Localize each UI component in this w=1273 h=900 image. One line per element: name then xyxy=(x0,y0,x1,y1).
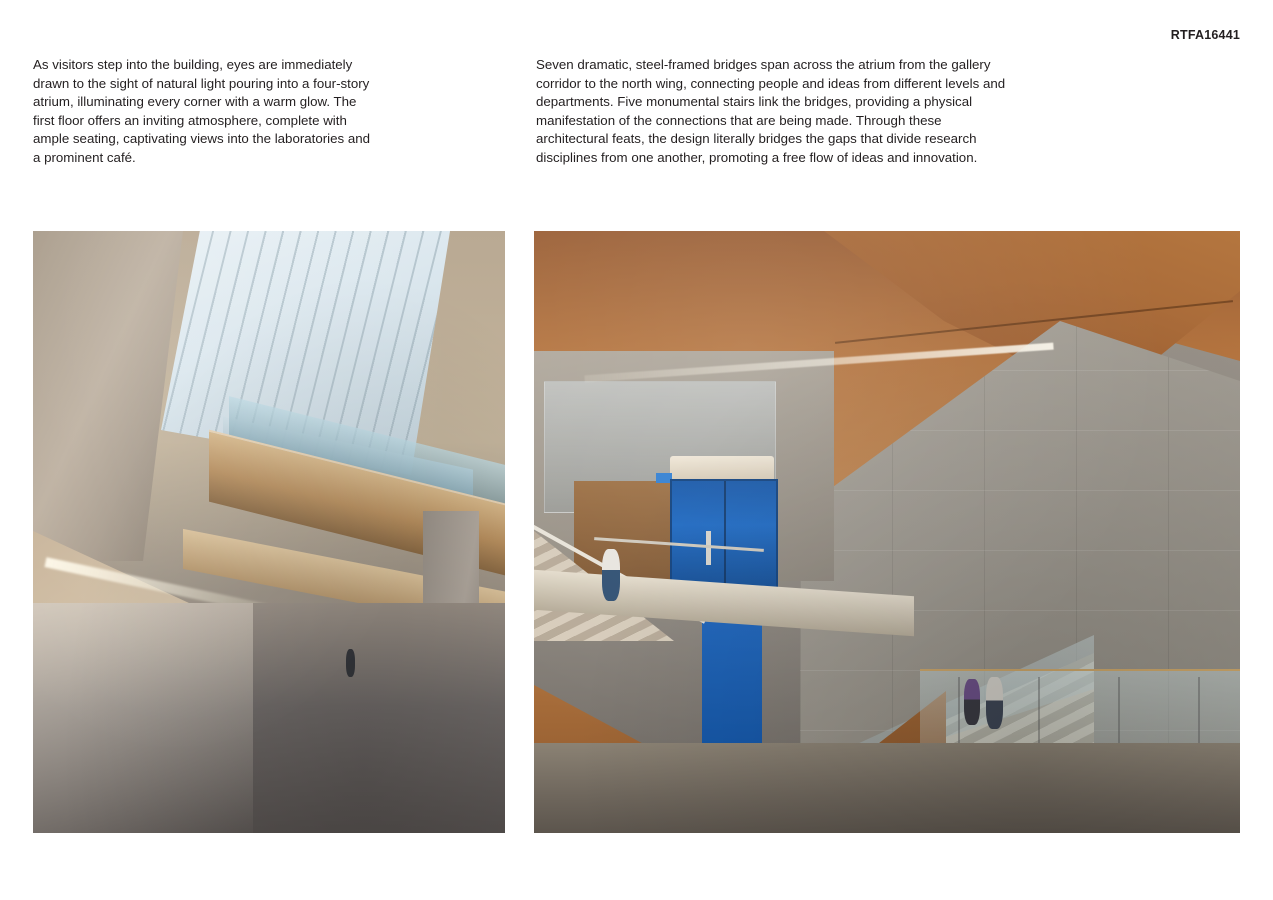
person-on-lower-level xyxy=(986,677,1003,729)
reference-code: RTFA16441 xyxy=(1170,28,1240,42)
person-on-bridge xyxy=(346,649,355,677)
concrete-ceiling-left xyxy=(33,231,183,561)
floor-light-reflection xyxy=(33,603,253,833)
person-descending-stairs xyxy=(602,549,620,601)
text-columns xyxy=(33,56,1240,168)
right-column-paragraph: Seven dramatic, steel-framed bridges span across the atrium from the gallery corridor to the north wing, connecting people and ideas from different levels and departments. Five monumental stairs link the bridges, providing a physical manifestation of the connections that are being made. Through these architectural feats, the design literally bridges the gaps that divide research disciplines from one another, promoting a free flow of ideas and innovation. xyxy=(536,57,1006,165)
blue-double-doors xyxy=(670,479,778,593)
figure-row xyxy=(33,231,1240,833)
left-text-column xyxy=(33,56,373,168)
left-column-paragraph: As visitors step into the building, eyes are immediately drawn to the sight of natural light pouring into a four-story atrium, illuminating every corner with a warm glow. The first floor offers an inviting atmosphere, complete with ample seating, captivating views into the laboratories and a prominent café. xyxy=(33,57,371,165)
atrium-photo-illustration xyxy=(33,231,505,833)
atrium-interior-photo xyxy=(33,231,505,833)
ground-floor xyxy=(534,743,1240,833)
right-text-column xyxy=(536,56,1016,168)
bridges-photo-illustration xyxy=(534,231,1240,833)
bridges-stairs-photo xyxy=(534,231,1240,833)
person-on-lower-level xyxy=(964,679,980,725)
